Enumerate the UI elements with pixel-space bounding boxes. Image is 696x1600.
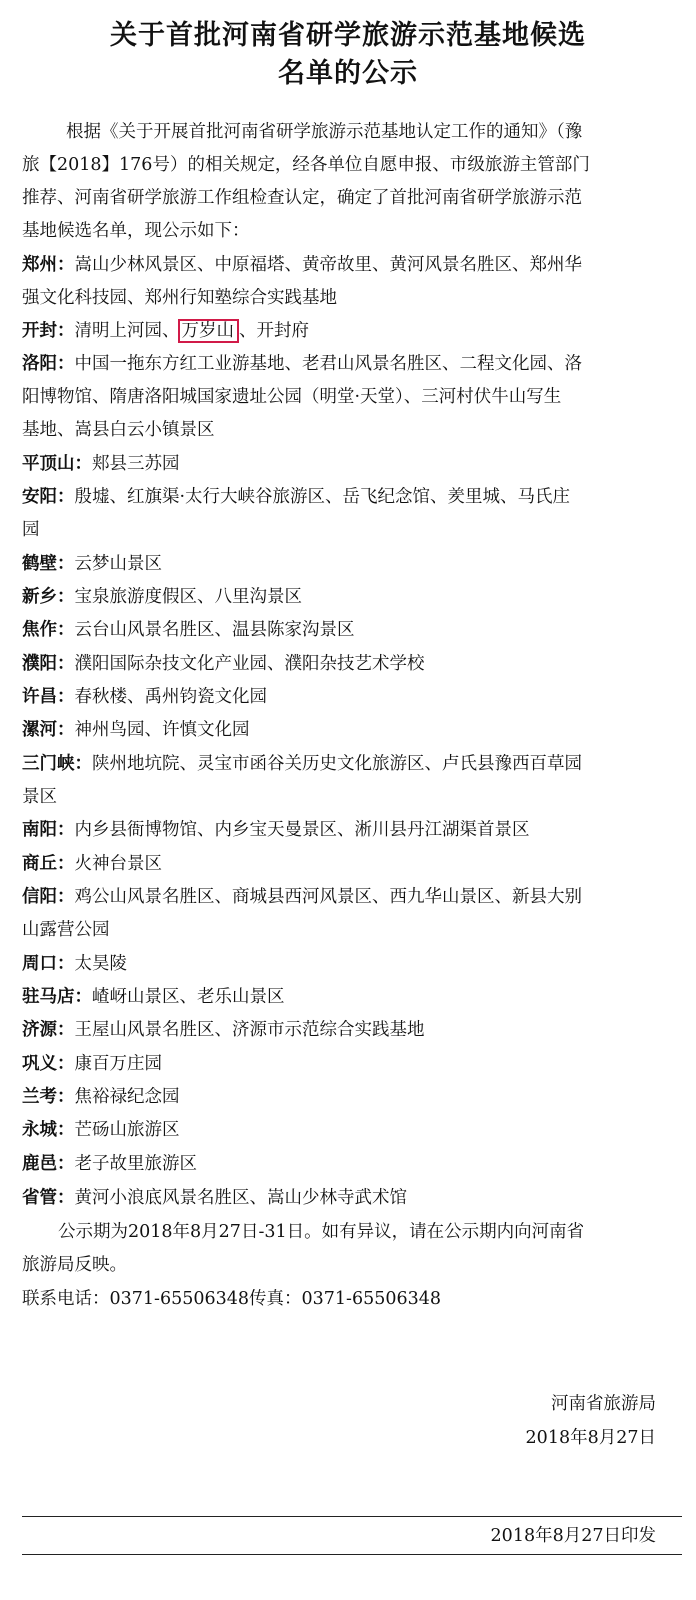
entry-text: 宝泉旅游度假区、八里沟景区 [74, 587, 302, 607]
entry-text: 嵩山少林风景区、中原福塔、黄帝故里、黄河风景名胜区、郑州华 [74, 255, 582, 275]
entry-text: 火神台景区 [74, 854, 162, 874]
entry-gongyi [22, 1052, 682, 1076]
intro-line-2: 旅【2018】176号）的相关规定，经各单位自愿申报、市级旅游主管部门 [22, 155, 590, 175]
document-title-line-1: 关于首批河南省研学旅游示范基地候选 [110, 20, 586, 51]
entry-label: 济源： [22, 1020, 75, 1040]
entry-label: 洛阳： [22, 354, 75, 374]
entry-text: 郏县三苏园 [92, 454, 180, 474]
entry-text: 清明上河园、 [74, 321, 180, 341]
entry-label: 郑州： [22, 255, 75, 275]
entry-puyang [22, 652, 682, 676]
printed-date: 2018年8月27日印发 [490, 1526, 656, 1546]
entry-text: 殷墟、红旗渠·太行大峡谷旅游区、岳飞纪念馆、羑里城、马氏庄 [74, 487, 571, 507]
highlighted-site: 万岁山 [178, 319, 240, 343]
issuing-organization: 河南省旅游局 [551, 1394, 656, 1414]
entry-text: 芒砀山旅游区 [74, 1120, 180, 1140]
entry-xinyang [22, 885, 682, 909]
entry-text: 、开封府 [239, 321, 309, 341]
entry-text: 老子故里旅游区 [74, 1154, 197, 1174]
entry-sanmenxia [22, 752, 682, 776]
entry-xinyang-cont: 山露营公园 [22, 920, 110, 940]
entry-label: 平顶山： [22, 454, 92, 474]
entry-text: 鸡公山风景名胜区、商城县西河风景区、西九华山景区、新县大别 [74, 887, 582, 907]
entry-text: 云台山风景名胜区、温县陈家沟景区 [74, 620, 355, 640]
entry-luoyang-cont-2: 基地、嵩县白云小镇景区 [22, 420, 215, 440]
entry-text: 内乡县衙博物馆、内乡宝天曼景区、淅川县丹江湖渠首景区 [74, 820, 530, 840]
entry-label: 漯河： [22, 720, 75, 740]
entry-label: 信阳： [22, 887, 75, 907]
entry-sanmenxia-cont: 景区 [22, 787, 57, 807]
footer-rule-top [22, 1516, 682, 1517]
entry-jiaozuo [22, 618, 682, 642]
entry-xuchang [22, 685, 682, 709]
entry-jiyuan [22, 1018, 682, 1042]
notice-line-2: 旅游局反映。 [22, 1255, 127, 1275]
entry-zhengzhou [22, 253, 682, 277]
entry-text: 焦裕禄纪念园 [74, 1087, 180, 1107]
entry-kaifeng [22, 319, 682, 343]
entry-text: 神州鸟园、许慎文化园 [74, 720, 250, 740]
entry-label: 濮阳： [22, 654, 75, 674]
entry-luyi [22, 1152, 682, 1176]
entry-zhengzhou-cont: 强文化科技园、郑州行知塾综合实践基地 [22, 288, 337, 308]
notice-line-1: 公示期为2018年8月27日-31日。如有异议，请在公示期内向河南省 [58, 1222, 585, 1242]
entry-luoyang [22, 352, 682, 376]
entry-label: 鹤壁： [22, 554, 75, 574]
intro-line-4: 基地候选名单，现公示如下： [22, 221, 250, 241]
entry-label: 焦作： [22, 620, 75, 640]
entry-zhoukou [22, 952, 682, 976]
entry-lankao [22, 1085, 682, 1109]
issue-date: 2018年8月27日 [525, 1428, 656, 1448]
entry-text: 陕州地坑院、灵宝市函谷关历史文化旅游区、卢氏县豫西百草园 [92, 754, 582, 774]
entry-label: 鹿邑： [22, 1154, 75, 1174]
entry-xinxiang [22, 585, 682, 609]
entry-shengguan [22, 1186, 682, 1210]
entry-hebi [22, 552, 682, 576]
entry-text: 春秋楼、禹州钧瓷文化园 [74, 687, 267, 707]
entry-label: 三门峡： [22, 754, 92, 774]
entry-text: 康百万庄园 [74, 1054, 162, 1074]
entry-nanyang [22, 818, 682, 842]
entry-luohe [22, 718, 682, 742]
entry-anyang [22, 485, 682, 509]
entry-label: 永城： [22, 1120, 75, 1140]
entry-label: 开封： [22, 321, 75, 341]
intro-line-1: 根据《关于开展首批河南省研学旅游示范基地认定工作的通知》（豫 [66, 122, 583, 142]
entry-yongcheng [22, 1118, 682, 1142]
entry-pingdingshan [22, 452, 682, 476]
intro-line-3: 推荐、河南省研学旅游工作组检查认定，确定了首批河南省研学旅游示范 [22, 188, 582, 208]
entry-text: 黄河小浪底风景名胜区、嵩山少林寺武术馆 [74, 1188, 407, 1208]
entry-label: 南阳： [22, 820, 75, 840]
entry-label: 驻马店： [22, 987, 92, 1007]
entry-text: 中国一拖东方红工业游基地、老君山风景名胜区、二程文化园、洛 [74, 354, 582, 374]
entry-shangqiu [22, 852, 682, 876]
footer-rule-bottom [22, 1554, 682, 1555]
entry-anyang-cont: 园 [22, 520, 40, 540]
document-title-line-2: 名单的公示 [278, 58, 418, 89]
entry-label: 商丘： [22, 854, 75, 874]
entry-text: 太昊陵 [74, 954, 127, 974]
entry-text: 濮阳国际杂技文化产业园、濮阳杂技艺术学校 [74, 654, 425, 674]
entry-text: 云梦山景区 [74, 554, 162, 574]
entry-label: 安阳： [22, 487, 75, 507]
entry-text: 嵖岈山景区、老乐山景区 [92, 987, 285, 1007]
entry-label: 省管： [22, 1188, 75, 1208]
entry-zhumadian [22, 985, 682, 1009]
entry-text: 王屋山风景名胜区、济源市示范综合实践基地 [74, 1020, 425, 1040]
entry-label: 新乡： [22, 587, 75, 607]
entry-label: 周口： [22, 954, 75, 974]
entry-label: 巩义： [22, 1054, 75, 1074]
entry-label: 兰考： [22, 1087, 75, 1107]
entry-label: 许昌： [22, 687, 75, 707]
contact-info: 联系电话：0371-65506348传真：0371-65506348 [22, 1289, 442, 1309]
entry-luoyang-cont-1: 阳博物馆、隋唐洛阳城国家遗址公园（明堂·天堂）、三河村伏牛山写生 [22, 387, 562, 407]
